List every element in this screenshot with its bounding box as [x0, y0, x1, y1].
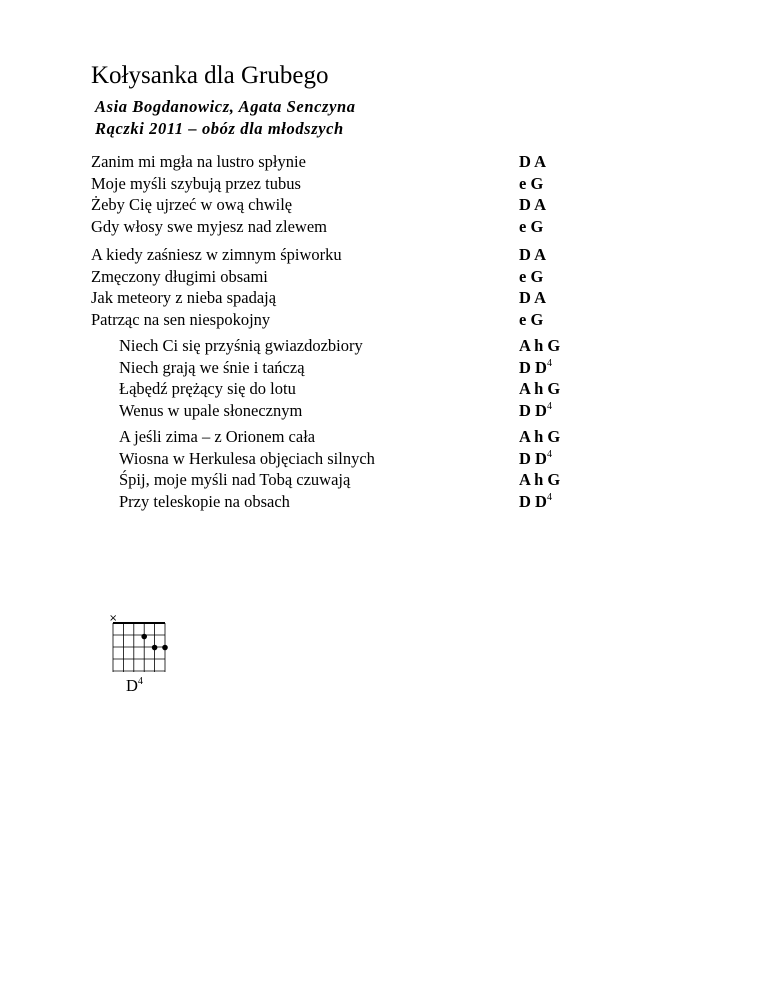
chord-line	[519, 310, 543, 330]
chord-line	[519, 245, 546, 265]
chord-names: e G	[519, 216, 544, 236]
lyric-line: A jeśli zima – z Orionem cała	[119, 427, 316, 446]
chord-names: e G	[519, 309, 544, 329]
chord-line	[519, 267, 543, 287]
lyric-line: Zmęczony długimi obsami	[91, 266, 268, 286]
lyric-line: Patrząc na sen niespokojny	[91, 309, 271, 329]
finger-dot	[141, 634, 147, 640]
chord-names: A h G	[519, 427, 561, 446]
song-authors: Asia Bogdanowicz, Agata Senczyna	[95, 97, 356, 116]
song-title: Kołysanka dla Grubego	[91, 62, 329, 89]
chord-line	[519, 195, 546, 215]
chord-line	[519, 492, 552, 512]
chord-names: A h G	[519, 336, 561, 355]
chord-names: D D	[519, 400, 547, 420]
lyric-line: Niech Ci się przyśnią gwiazdozbiory	[119, 336, 363, 355]
chord-names: D A	[519, 245, 547, 264]
lyric-line: Łąbędź prężący się do lotu	[119, 379, 296, 398]
lyric-line: Wiosna w Herkulesa objęciach silnych	[119, 448, 375, 468]
chord-diagram-d4	[109, 610, 179, 700]
chord-names: A h G	[519, 379, 561, 398]
chord-line	[519, 217, 543, 237]
chord-names: A h G	[519, 470, 561, 489]
muted-string-marker: ×	[109, 613, 118, 624]
finger-dot	[162, 645, 168, 651]
chord-line	[519, 470, 560, 490]
chord-names: e G	[519, 173, 544, 193]
chord-line	[519, 427, 560, 447]
lyric-line: Zanim mi mgła na lustro spłynie	[91, 152, 306, 171]
chord-line	[519, 379, 560, 399]
chord-names: D A	[519, 152, 547, 171]
chord-line	[519, 401, 552, 421]
chord-superscript: 4	[546, 357, 552, 369]
chord-line	[519, 336, 560, 356]
finger-dot	[152, 645, 158, 651]
chord-superscript: 4	[546, 448, 552, 460]
chord-names: D A	[519, 195, 547, 214]
lyric-line: Gdy włosy swe myjesz nad zlewem	[91, 216, 327, 236]
lyric-line: A kiedy zaśniesz w zimnym śpiworku	[91, 245, 342, 264]
chord-line	[519, 174, 543, 194]
lyric-line: Moje myśli szybują przez tubus	[91, 173, 301, 193]
chord-names: D A	[519, 288, 547, 307]
song-source: Rączki 2011 – obóz dla młodszych	[95, 119, 344, 138]
chord-line	[519, 358, 552, 378]
lyric-line: Wenus w upale słonecznym	[119, 400, 303, 420]
chord-names: D D	[519, 357, 547, 377]
lyric-line: Żeby Cię ujrzeć w ową chwilę	[91, 195, 293, 214]
chord-superscript: 4	[546, 400, 552, 412]
lyric-line: Niech grają we śnie i tańczą	[119, 357, 305, 377]
lyric-line: Jak meteory z nieba spadają	[91, 288, 277, 307]
chord-diagram-label: $D^4$	[126, 676, 143, 695]
chord-names: D D	[519, 448, 547, 468]
chord-line	[519, 449, 552, 469]
lyric-line: Przy teleskopie na obsach	[119, 491, 290, 511]
lyric-line: Śpij, moje myśli nad Tobą czuwają	[119, 470, 351, 489]
chord-line	[519, 288, 546, 308]
chord-line	[519, 152, 546, 172]
chord-superscript: 4	[546, 491, 552, 503]
chord-names: D D	[519, 491, 547, 511]
chord-names: e G	[519, 266, 544, 286]
